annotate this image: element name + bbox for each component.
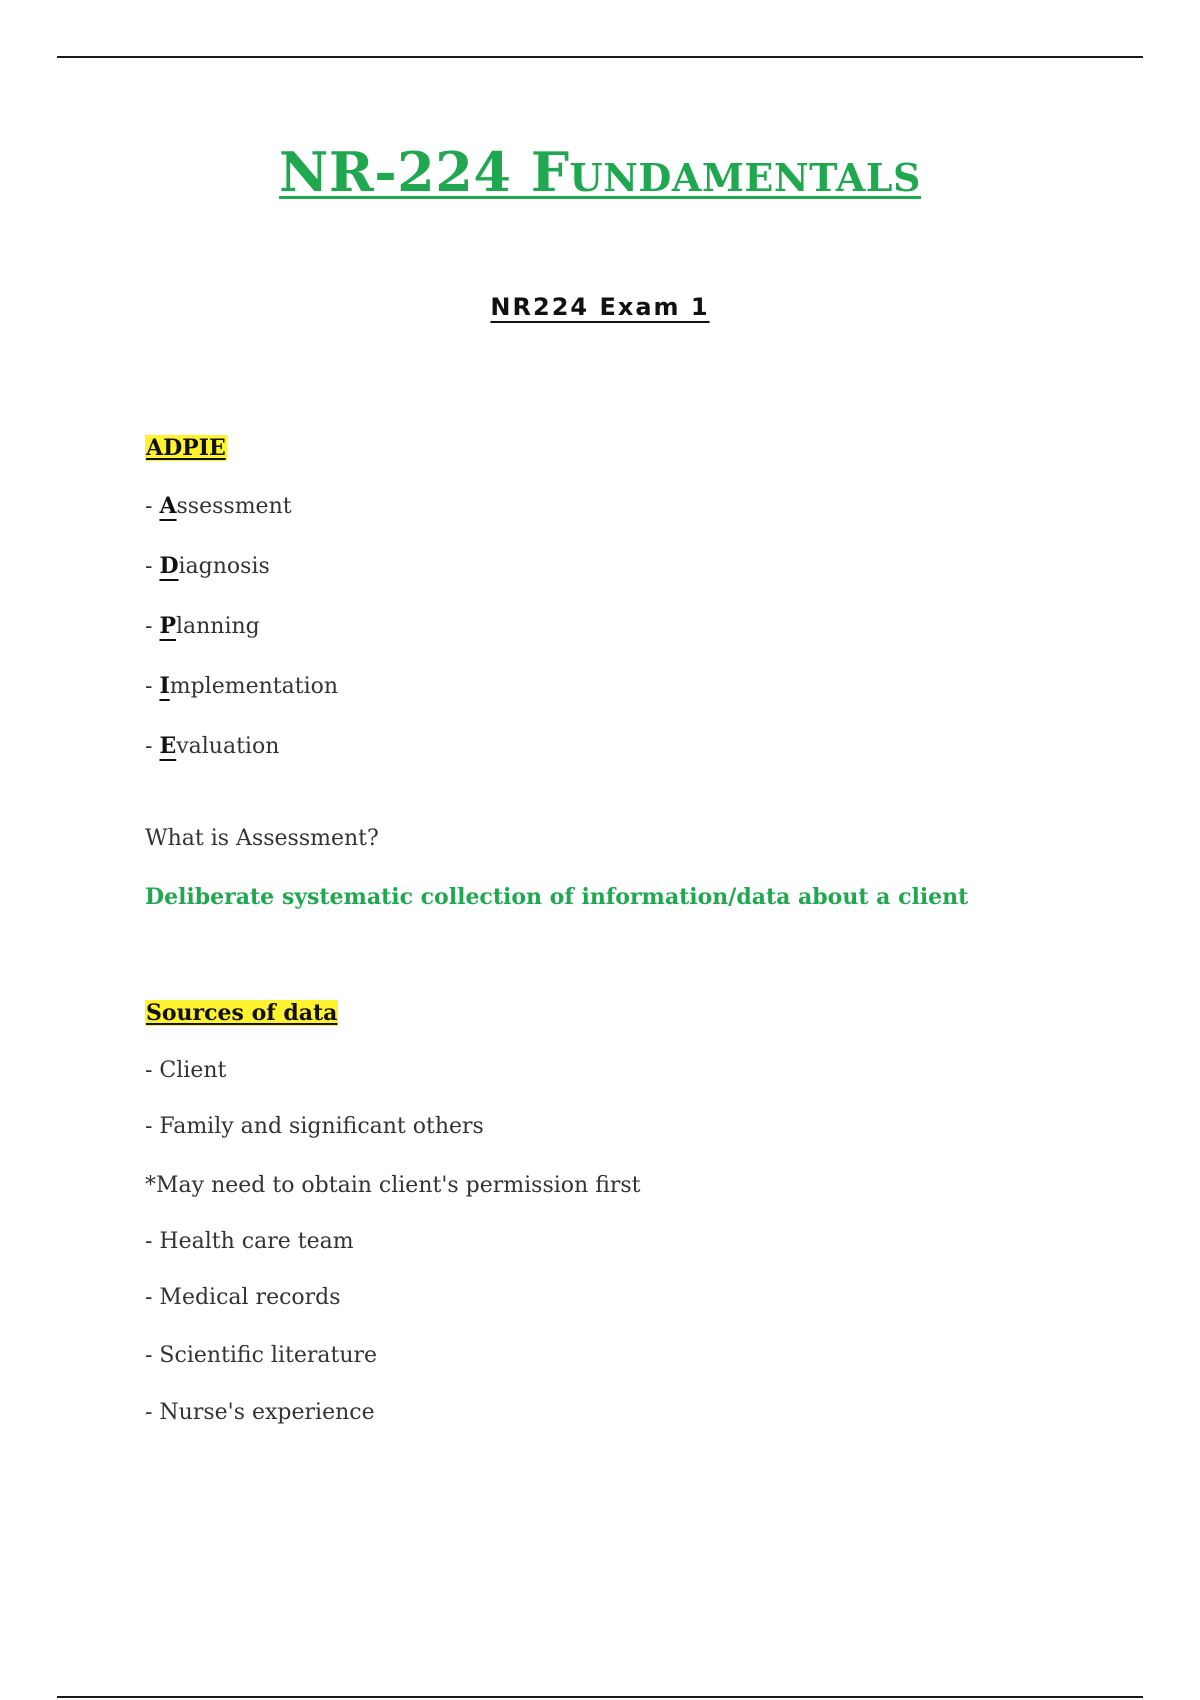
subtitle-block — [0, 295, 1200, 319]
document-title: NR-224 Fundamentals — [279, 140, 921, 204]
source-item: - Nurse's experience — [145, 1400, 375, 1425]
adpie-rest: lanning — [175, 614, 260, 639]
adpie-initial: I — [159, 673, 170, 699]
top-rule — [57, 56, 1143, 58]
assessment-answer: Deliberate systematic collection of information/data about a client — [145, 884, 969, 910]
bullet-dash: - — [145, 554, 160, 579]
adpie-item — [145, 733, 279, 760]
document-subtitle: NR224 Exam 1 — [490, 293, 710, 321]
adpie-rest: ssessment — [176, 494, 292, 519]
source-item: - Health care team — [145, 1229, 354, 1254]
bullet-dash: - — [145, 674, 160, 699]
adpie-rest: iagnosis — [178, 554, 270, 579]
adpie-initial: A — [159, 493, 177, 519]
bottom-rule — [57, 1696, 1143, 1698]
adpie-heading-line — [145, 435, 227, 462]
adpie-heading: ADPIE — [146, 435, 226, 461]
bullet-dash: - — [145, 614, 160, 639]
adpie-initial: P — [159, 613, 176, 639]
source-item: - Family and significant others — [145, 1114, 484, 1139]
assessment-question: What is Assessment? — [145, 826, 379, 851]
source-item: - Medical records — [145, 1285, 341, 1310]
adpie-item — [145, 673, 338, 700]
adpie-initial: D — [159, 553, 179, 579]
title-block — [0, 140, 1200, 204]
adpie-initial: E — [159, 733, 177, 759]
bullet-dash: - — [145, 494, 160, 519]
adpie-item — [145, 553, 270, 580]
sources-heading-line — [145, 1000, 338, 1027]
adpie-item — [145, 493, 292, 520]
bullet-dash: - — [145, 734, 160, 759]
source-item: - Client — [145, 1058, 227, 1083]
adpie-rest: valuation — [176, 734, 280, 759]
sources-heading: Sources of data — [146, 1000, 338, 1026]
adpie-rest: mplementation — [169, 674, 339, 699]
adpie-item — [145, 613, 260, 640]
source-item: - Scientific literature — [145, 1343, 378, 1368]
source-note: *May need to obtain client's permission first — [145, 1173, 641, 1198]
